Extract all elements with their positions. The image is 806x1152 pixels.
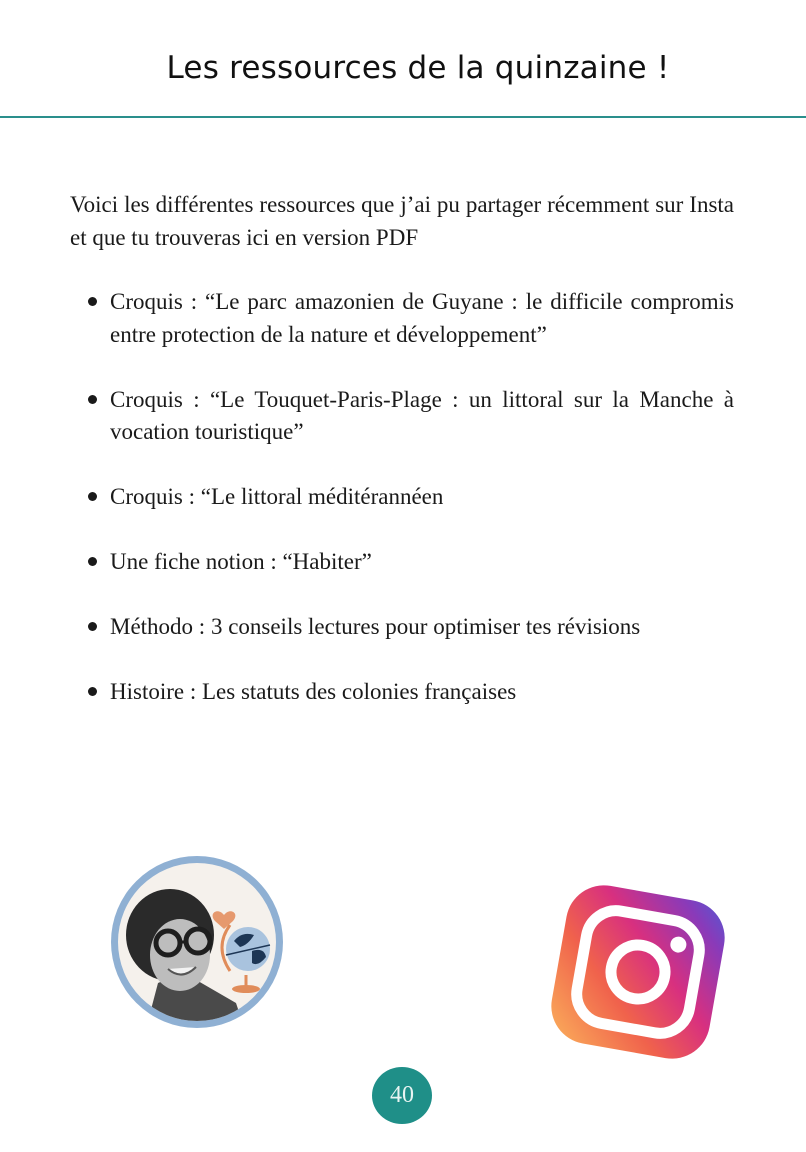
list-item [70, 546, 734, 579]
list-item [70, 676, 734, 709]
avatar [111, 856, 283, 1028]
bullet-icon [88, 687, 97, 696]
intro-paragraph: Voici les différentes ressources que j’ai pu partager récemment sur Insta et que tu trouveras ici en version PDF [70, 192, 734, 250]
bullet-icon [88, 557, 97, 566]
bullet-icon [88, 492, 97, 501]
list-item [70, 384, 734, 449]
page-header [0, 0, 806, 117]
list-item-label: Une fiche notion : “Habiter” [110, 549, 372, 574]
list-item-label: Croquis : “Le littoral méditérannéen [110, 484, 444, 509]
page-number: 40 [372, 1067, 432, 1124]
instagram-logo-icon[interactable] [548, 882, 728, 1062]
profile-photo-icon [118, 863, 276, 1021]
list-item-label: Croquis : “Le Touquet-Paris-Plage : un littoral sur la Manche à vocation touristique” [110, 386, 734, 444]
list-item-label: Méthodo : 3 conseils lectures pour optimiser tes révisions [110, 614, 641, 639]
list-item-label: Croquis : “Le parc amazonien de Guyane : le difficile compromis entre protection de la nature et développement” [110, 289, 734, 347]
resource-list [70, 286, 734, 709]
page-title: Les ressources de la quinzaine ! [166, 50, 670, 86]
bullet-icon [88, 395, 97, 404]
list-item-label: Histoire : Les statuts des colonies françaises [110, 679, 517, 704]
page-content [70, 189, 734, 741]
bullet-icon [88, 297, 97, 306]
header-divider [0, 116, 806, 118]
bullet-icon [88, 622, 97, 631]
list-item [70, 611, 734, 644]
list-item [70, 481, 734, 514]
list-item [70, 286, 734, 351]
